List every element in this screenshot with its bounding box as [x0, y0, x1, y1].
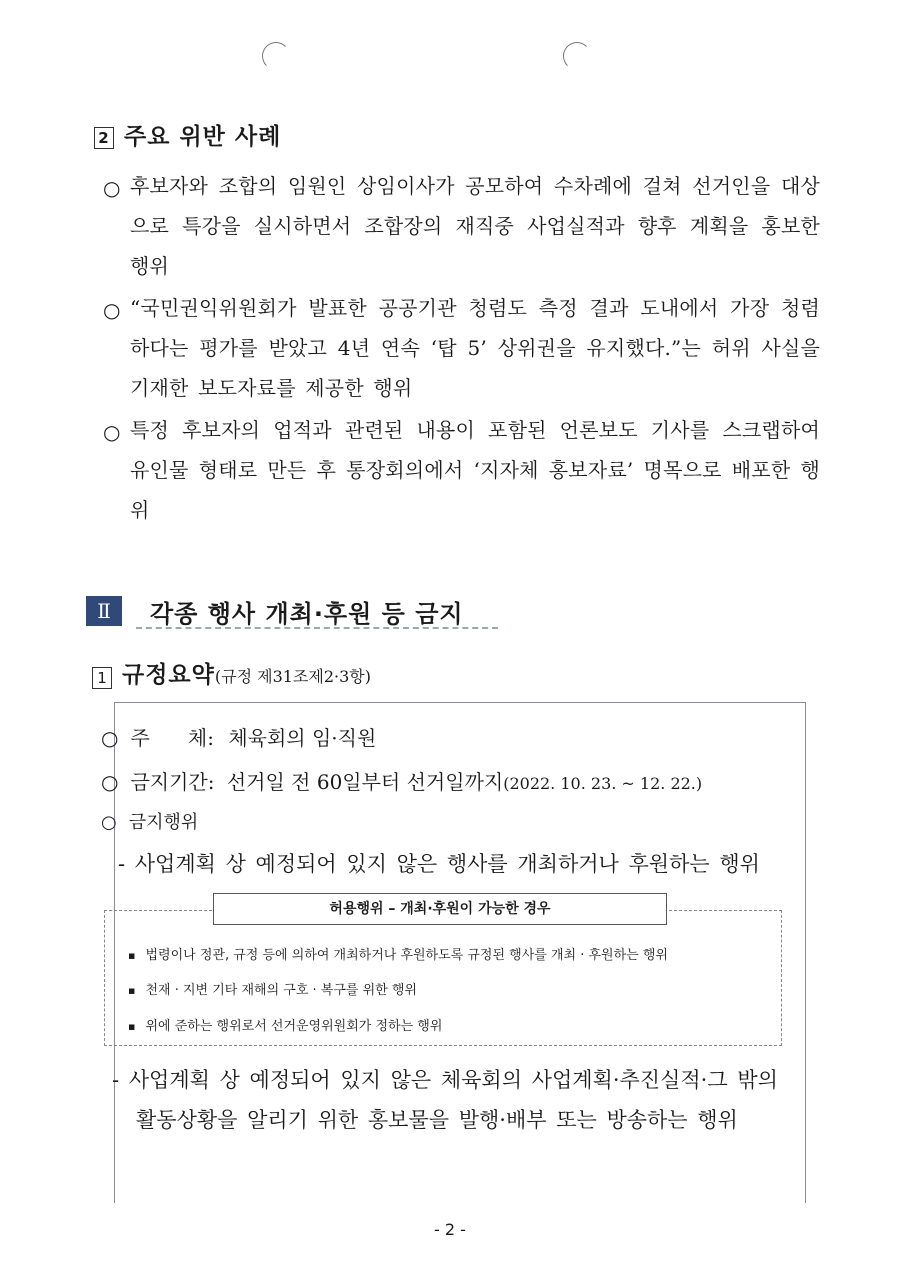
circle-bullet-icon: ○ [101, 770, 119, 794]
chapter-underline [136, 627, 498, 629]
prohibited-item-2-line2: 활동상황을 알리기 위한 홍보물을 발행·배부 또는 방송하는 행위 [136, 1108, 738, 1132]
allowed-item: ▪ 법령이나 정관, 규정 등에 의하여 개최하거나 후원하도록 규정된 행사를 개최 · 후원하는 행위 [128, 944, 668, 963]
subject-row [101, 722, 376, 751]
page-number: - 2 - [434, 1220, 466, 1239]
list-item-bullet: ○ [103, 176, 121, 200]
circle-bullet-icon: ○ [101, 812, 117, 833]
section-2-heading [94, 118, 281, 151]
subject-label: 주 체: [130, 726, 214, 750]
punch-hole-left-icon [262, 42, 290, 70]
list-item-bullet: ○ [103, 420, 121, 444]
chapter-roman-badge: Ⅱ [86, 596, 122, 626]
subsection-title: 규정요약 [122, 662, 215, 688]
list-item: “국민권익위원회가 발표한 공공기관 청렴도 측정 결과 도내에서 가장 청렴하다는 평가를 받았고 4년 연속 ‘탑 5’ 상위권을 유지했다.”는 허위 사실을 기재한 보도자료를 제공한 행위 [130, 296, 820, 400]
list-item-bullet: ○ [103, 298, 121, 322]
allowed-item: ▪ 위에 준하는 행위로서 선거운영위원회가 정하는 행위 [128, 1015, 442, 1034]
prohibited-row [101, 808, 198, 834]
subsection-1-heading [92, 656, 371, 689]
list-item: 후보자와 조합의 임원인 상임이사가 공모하여 수차례에 걸쳐 선거인을 대상으로 특강을 실시하면서 조합장의 재직중 사업실적과 향후 계획을 홍보한 행위 [130, 174, 820, 278]
chapter-title: 각종 행사 개최·후원 등 금지 [150, 600, 464, 628]
prohibited-item-1: - 사업계획 상 예정되어 있지 않은 행사를 개최하거나 후원하는 행위 [118, 852, 760, 876]
allowed-acts-title: 허용행위 – 개최·후원이 가능한 경우 [213, 893, 667, 925]
period-label: 금지기간: [130, 770, 215, 794]
circle-bullet-icon: ○ [101, 726, 119, 750]
section-number-box: 2 [94, 127, 114, 149]
subsection-reference: (규정 제31조제2·3항) [214, 667, 371, 686]
period-dates: (2022. 10. 23. ~ 12. 22.) [503, 774, 703, 793]
prohibited-label: 금지행위 [128, 812, 199, 833]
section-number-box: 1 [92, 667, 112, 689]
subject-value: 체육회의 임·직원 [228, 726, 377, 750]
period-row [101, 766, 702, 795]
prohibited-item-2-line1: - 사업계획 상 예정되어 있지 않은 체육회의 사업계획·추진실적·그 밖의 [112, 1068, 778, 1092]
punch-hole-right-icon [563, 42, 591, 70]
list-item: 특정 후보자의 업적과 관련된 내용이 포함된 언론보도 기사를 스크랩하여 유인물 형태로 만든 후 통장회의에서 ‘지자체 홍보자료’ 명목으로 배포한 행위 [130, 418, 820, 522]
section-title: 주요 위반 사례 [124, 124, 282, 150]
allowed-item: ▪ 천재 · 지변 기타 재해의 구호 · 복구를 위한 행위 [128, 979, 417, 998]
period-value: 선거일 전 60일부터 선거일까지 [226, 770, 504, 794]
